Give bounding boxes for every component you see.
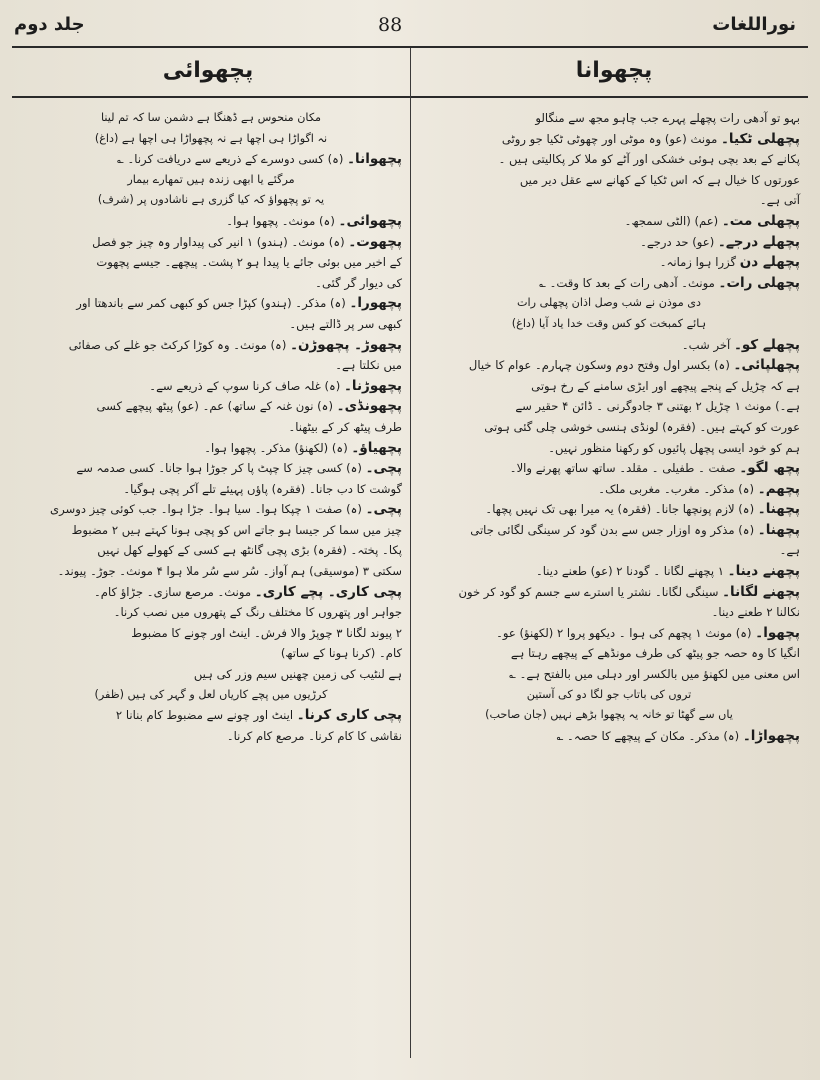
entry-line	[418, 252, 800, 273]
verse-line	[418, 293, 800, 314]
definition-text: (ہ) بکسر اول وفتح دوم وسکون چہارم۔ عوام کا خیال	[468, 358, 734, 373]
entry-line	[20, 705, 402, 726]
entry-line	[20, 438, 402, 459]
entry-line	[418, 273, 800, 294]
left-column	[20, 108, 402, 746]
volume-label: جلد دوم	[14, 14, 85, 35]
entry-line	[418, 499, 800, 520]
definition-text: بہو تو آدھی رات پچھلے پہرے جب چاہو مجھ سے منگالو	[535, 111, 800, 125]
headword: پچھلپائی۔	[733, 357, 800, 374]
entry-line	[418, 561, 800, 582]
definition-text: گزرا ہوا زمانہ۔	[659, 255, 740, 270]
entry-line	[20, 623, 402, 644]
entry-line	[418, 479, 800, 500]
entry-line	[418, 520, 800, 541]
definition-text: (ہ) (لکھنؤ) مذکر۔ پچھوا ہوا۔	[204, 440, 352, 455]
headword: پچی کاری کرنا۔	[296, 707, 402, 724]
definition-text: (ہ) مونث۔ پچھوا ہوا۔	[226, 213, 339, 228]
entry-line	[20, 664, 402, 685]
entry-line	[20, 499, 402, 520]
entry-line	[418, 108, 800, 129]
definition-text: ۱ پچھنے لگانا ۔ گودنا ۲ (عو) طعنے دینا۔	[535, 564, 728, 579]
definition-text: نقاشی کا کام کرنا۔ مرصع کام کرنا۔	[226, 728, 402, 743]
definition-text: آتی ہے۔	[759, 193, 800, 208]
entry-line	[20, 520, 402, 541]
definition-text: (ہ) مونث۔ وہ کوڑا کرکٹ جو غلے کی صفائی	[68, 337, 291, 352]
verse-line	[20, 190, 402, 211]
book-title: نوراللغات	[712, 14, 796, 35]
definition-text: کے اخیر میں بوئی جائے یا پیدا ہو ۲ پشت۔ پیچھے۔ جیسے پچھوت	[96, 255, 402, 270]
verse-line	[20, 170, 402, 191]
entry-line	[20, 417, 402, 438]
headword: پچھوت۔	[348, 233, 402, 250]
definition-text: آخر شب۔	[681, 337, 734, 352]
entry-line	[20, 355, 402, 376]
definition-text: عورت کو کہتے ہیں۔ (فقرہ) لونڈی ہنسی خوشی چلی گئی ہوتی	[484, 419, 800, 434]
headword: پچھوائی۔	[338, 212, 402, 229]
right-column-heading: پچھوانا	[575, 58, 653, 83]
headword: پچی۔	[365, 460, 402, 477]
entry-line	[20, 252, 402, 273]
definition-text: کرڑیوں میں پچے کاریاں لعل و گہر کی ہیں (ظفر)	[94, 687, 328, 701]
entry-line	[20, 602, 402, 623]
verse-line	[20, 129, 402, 150]
headword: پچھنا۔	[757, 501, 800, 518]
verse-line	[418, 314, 800, 335]
definition-text: دی موذن نے شب وصل اذان پچھلی رات	[517, 296, 701, 310]
entry-line	[20, 540, 402, 561]
definition-text: (ہ) صفت ۱ چپکا ہوا۔ سیا ہوا۔ جڑا ہوا۔ جب کوئی چیز دوسری	[50, 502, 366, 517]
headword: پچھورا۔	[349, 295, 402, 312]
definition-text: (ہ) لازم پونچھا جانا۔ (فقرہ) یہ میرا بھی تک نہیں پچھا۔	[485, 502, 758, 517]
entry-line	[418, 129, 800, 150]
entry-line	[418, 376, 800, 397]
entry-line	[418, 540, 800, 561]
headword: پچھلی رات۔	[718, 274, 800, 291]
entry-line	[20, 293, 402, 314]
entry-line	[418, 726, 800, 747]
definition-text: (ہ) کسی چیز کا چپٹ پا کر جوڑا ہوا جانا۔ کسی صدمہ سے	[76, 461, 366, 476]
entry-line	[20, 211, 402, 232]
definition-text: سکتی ۳ (موسیقی) ہم آواز۔ سُر سے سُر ملا ہوا ۴ مونث۔ جوڑ۔ پیوند۔	[57, 564, 402, 579]
entry-line	[418, 602, 800, 623]
definition-text: تروں کی باتاب جو لگا دو کی آستین	[526, 687, 692, 701]
entry-line	[418, 664, 800, 685]
definition-text: جواہر اور پتھروں کا مختلف رنگ کے پتھروں میں نصب کرنا۔	[113, 605, 402, 620]
entry-line	[418, 149, 800, 170]
definition-text: ہے۔	[779, 543, 800, 558]
headword: پچھوا۔	[755, 624, 800, 641]
definition-text: ہم کو خود ایسی پچھل پائیوں کو رکھنا منظور نہیں۔	[548, 440, 800, 455]
entry-line	[20, 458, 402, 479]
entry-line	[418, 417, 800, 438]
definition-text: ہے لنٹیب کی زمین چھنیں سیم وزر کی ہیں	[193, 667, 402, 682]
definition-text: مونث۔ مرصع سازی۔ جڑاؤ کام۔	[94, 584, 255, 599]
entry-line	[20, 582, 402, 603]
definition-text: ہے کہ چڑیل کے پنجے پیچھے اور ایڑی سامنے کے رخ ہوتی	[531, 378, 800, 393]
definition-text: (عم) (الٹی سمجھ۔	[624, 213, 722, 228]
entry-line	[418, 438, 800, 459]
definition-text: ہائے کمبخت کو کس وقت خدا یاد آیا (داغ)	[511, 316, 707, 330]
entry-line	[418, 396, 800, 417]
definition-text: کبھی سر پر ڈالتے ہیں۔	[289, 316, 402, 331]
headword: پچی کاری۔ پچے کاری۔	[254, 583, 402, 600]
entry-line	[418, 170, 800, 191]
headword: پچھلے دن	[739, 254, 800, 271]
entry-line	[20, 396, 402, 417]
definition-text: سینگی لگانا۔ نشتر یا استرے سے جسم کو گود کر خون	[458, 584, 723, 599]
entry-line	[20, 314, 402, 335]
entry-line	[418, 335, 800, 356]
definition-text: ۲ پیوند لگانا ۳ چوپڑ والا فرش۔ اینٹ اور چونے کا مضبوط	[131, 625, 402, 640]
definition-text: میں نکلتا ہے۔	[335, 358, 402, 373]
definition-text: اینٹ اور چونے سے مضبوط کام بنانا ۲	[115, 708, 297, 723]
definition-text: مونث (عو) وہ موٹی اور چھوٹی ٹکیا جو روٹی	[501, 131, 721, 146]
right-column	[418, 108, 800, 746]
definition-text: (عو) حد درجے۔	[640, 234, 718, 249]
definition-text: نہ اگواڑا ہی اچھا ہے نہ پچھواڑا ہی اچھا ہے (داغ)	[94, 131, 328, 145]
definition-text: کی دیوار گر گئی۔	[315, 275, 402, 290]
definition-text: پکانے کے بعد بچی ہوئی خشکی اور آٹے کو ملا کر پکالیتی ہیں ۔	[498, 152, 800, 167]
definition-text: (ہ) مذکر۔ مغرب۔ مغربی ملک۔	[598, 481, 758, 496]
definition-text: صفت ۔ طفیلی ۔ مقلد۔ ساتھ ساتھ پھرنے والا۔	[509, 461, 740, 476]
headword: پچھنے دینا۔	[727, 563, 800, 580]
definition-text: یاں سے گھٹا تو خانہ یہ پچھوا بڑھے نہیں (جان صاحب)	[485, 708, 733, 722]
definition-text: (ہ) مذکر۔ مکان کے پیچھے کا حصہ۔ ؎	[556, 728, 743, 743]
definition-text: گوشت کا دب جانا۔ (فقرہ) پاؤں پہیئے تلے آکر پچی ہوگیا۔	[123, 481, 402, 496]
entry-line	[20, 726, 402, 747]
entry-line	[20, 376, 402, 397]
entry-line	[20, 335, 402, 356]
entry-line	[418, 211, 800, 232]
definition-text: (ہ) مذکر۔ (ہندو) کپڑا جس کو کبھی کمر سے باندھتا اور	[76, 296, 350, 311]
verse-line	[418, 685, 800, 706]
entry-line	[20, 643, 402, 664]
entry-line	[20, 561, 402, 582]
verse-line	[418, 705, 800, 726]
definition-text: عورتوں کا خیال ہے کہ اس ٹکیا کے کھانے سے عقل دیر میں	[519, 172, 800, 187]
definition-text: (ہ) مونث۔ (ہندو) ۱ انیر کی پیداوار وہ چیز جو فصل	[92, 234, 349, 249]
entry-line	[418, 355, 800, 376]
definition-text: طرف پیٹھ کر کے بیٹھنا۔	[288, 419, 402, 434]
verse-line	[20, 108, 402, 129]
definition-text: مونث۔ آدھی رات کے بعد کا وقت۔ ؎	[539, 275, 719, 290]
entry-line	[20, 232, 402, 253]
definition-text: (ہ) کسی دوسرے کے ذریعے سے دریافت کرنا۔ ؎	[117, 152, 348, 167]
headword: پچھلی مت۔	[721, 212, 800, 229]
definition-text: (ہ) نون غنہ کے ساتھ) عم۔ (عو) پیٹھ پیچھے کسی	[96, 399, 337, 414]
headword: پچھلے کو۔	[733, 336, 800, 353]
headword: پچھونڈی۔	[336, 398, 402, 415]
definition-text: مکان منحوس ہے ڈھنگا ہے دشمن سا کہ تم لینا	[100, 111, 322, 124]
definition-text: نکالنا ۲ طعنے دینا۔	[711, 605, 800, 620]
definition-text: چیز میں سما کر جیسا ہو جاتے اس کو پچی ہونا کہتے ہیں ۲ مضبوط	[71, 522, 402, 537]
verse-line	[20, 685, 402, 706]
headword: پچھم۔	[757, 480, 800, 497]
entry-line	[418, 232, 800, 253]
headword: پچھوڑ۔ پچھوڑن۔	[290, 336, 402, 353]
definition-text: (ہ) مونث ۱ پچھم کی ہوا ۔ دیکھو پروا ۲ (لکھنؤ) عو۔	[496, 625, 756, 640]
definition-text: (ہ) غلہ صاف کرنا سوپ کے ذریعے سے۔	[149, 378, 344, 393]
column-divider	[410, 48, 411, 1058]
definition-text: یہ تو پچھواؤ کہ کیا گزری ہے ناشادوں پر (شرف)	[97, 193, 325, 207]
entry-line	[20, 273, 402, 294]
definition-text: اس معنی میں لکھنؤ میں بالکسر اور دہلی میں بالفتح ہے۔ ؎	[509, 667, 800, 682]
entry-line	[418, 623, 800, 644]
definition-text: ہے۔) مونث ۱ چڑیل ۲ بھتنی ۳ جادوگرنی ۔ ڈائن ۴ حقیر سے	[515, 399, 800, 414]
entry-line	[418, 190, 800, 211]
headword: پچھوانا۔	[347, 151, 402, 168]
headword: پچی۔	[365, 501, 402, 518]
page-number: 88	[378, 14, 403, 36]
definition-text: پکا۔ پختہ۔ (فقرہ) بڑی پچی گانٹھ ہے کسی کے کھولے کھل نہیں	[97, 543, 402, 558]
headword: پچھ لگو۔	[739, 460, 800, 477]
entry-line	[20, 149, 402, 170]
headword: پچھواڑا۔	[742, 727, 800, 744]
headword: پچھوڑنا۔	[344, 377, 402, 394]
headword: پچھلے درجے۔	[717, 233, 800, 250]
headword: پچھنے لگانا۔	[722, 583, 800, 600]
entry-line	[20, 479, 402, 500]
definition-text: مرگئے یا ابھی زندہ ہیں تمھارے بیمار	[127, 172, 295, 186]
definition-text: (ہ) مذکر وہ اوزار جس سے بدن گود کر سینگی لگائی جاتی	[470, 522, 758, 537]
definition-text: کام۔ (کرنا ہونا کے ساتھ)	[280, 646, 402, 661]
page-header	[0, 14, 820, 44]
entry-line	[418, 582, 800, 603]
headword: پچھنا۔	[757, 521, 800, 538]
entry-line	[418, 458, 800, 479]
entry-line	[418, 643, 800, 664]
left-column-heading: پچھوائی	[162, 58, 254, 83]
headword: پچھلی ٹکیا۔	[721, 130, 800, 147]
headword: پچھیاؤ۔	[351, 439, 402, 456]
definition-text: انگیا کا وہ حصہ جو پیٹھ کی طرف مونڈھے کے پیچھے رہتا ہے	[510, 646, 800, 661]
